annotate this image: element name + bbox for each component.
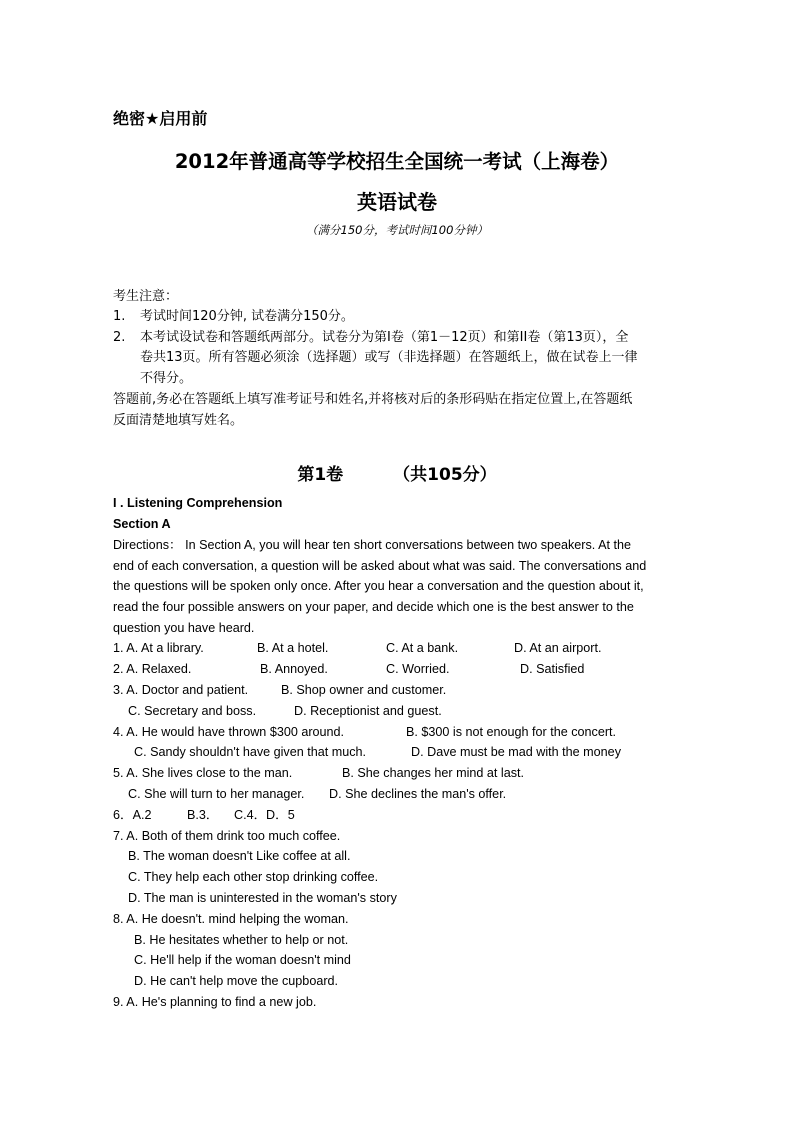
directions-line: end of each conversation, a question will be asked about what was said. The conversations and xyxy=(113,559,647,573)
directions-line: question you have heard. xyxy=(113,621,255,635)
question-3-option-b: B. Shop owner and customer. xyxy=(281,683,447,697)
confidential-label: 绝密★启用前 xyxy=(113,109,208,128)
part-name: 第1卷 xyxy=(297,465,344,485)
notice-item-2-line-2: 卷共13页。所有答题必须涂（选择题）或写（非选择题）在答题纸上，做在试卷上一律 xyxy=(140,350,638,365)
question-6-option-d: D．5 xyxy=(266,808,295,822)
question-4-option-d: D. Dave must be mad with the money xyxy=(411,745,621,759)
question-3-option-a: 3. A. Doctor and patient. xyxy=(113,683,249,697)
section-a-heading: Section A xyxy=(113,517,171,531)
question-1-option-d: D. At an airport. xyxy=(514,641,602,655)
question-2-option-d: D. Satisfied xyxy=(520,662,585,676)
exam-subtitle: 英语试卷 xyxy=(357,190,437,214)
question-4-option-a: 4. A. He would have thrown $300 around. xyxy=(113,725,345,739)
question-7-option-d: D. The man is uninterested in the woman's story xyxy=(128,891,397,905)
notice-heading: 考生注意： xyxy=(113,289,179,304)
question-6-option-c: C.4． xyxy=(234,808,267,822)
notice-item-2-line-1: 本考试设试卷和答题纸两部分。试卷分为第I卷（第1－12页）和第II卷（第13页），全 xyxy=(140,330,629,345)
question-8-option-a: 8. A. He doesn't. mind helping the woman. xyxy=(113,912,349,926)
section-heading: I . Listening Comprehension xyxy=(113,496,283,510)
question-1-option-b: B. At a hotel. xyxy=(257,641,329,655)
question-2-option-b: B. Annoyed. xyxy=(260,662,328,676)
notice-paragraph-line-1: 答题前,务必在答题纸上填写准考证号和姓名,并将核对后的条形码贴在指定位置上,在答题纸 xyxy=(113,392,633,407)
directions-line: read the four possible answers on your paper, and decide which one is the best answer to the xyxy=(113,600,634,614)
notice-paragraph-line-2: 反面清楚地填写姓名。 xyxy=(113,413,244,428)
question-3-option-d: D. Receptionist and guest. xyxy=(294,704,442,718)
question-6-option-b: B.3． xyxy=(187,808,219,822)
directions-line: the questions will be spoken only once. After you hear a conversation and the question about it, xyxy=(113,579,644,593)
question-5-option-d: D. She declines the man's offer. xyxy=(329,787,507,801)
notice-item-number: 2. xyxy=(113,330,126,345)
notice-item-number: 1. xyxy=(113,309,126,324)
question-4-option-c: C. Sandy shouldn't have given that much. xyxy=(134,745,367,759)
question-7-option-c: C. They help each other stop drinking coffee. xyxy=(128,870,379,884)
question-1-option-a: 1. A. At a library. xyxy=(113,641,204,655)
part-heading xyxy=(0,460,794,485)
question-7-option-b: B. The woman doesn't Like coffee at all. xyxy=(128,849,351,863)
question-6-option-a: 6．A.2 xyxy=(113,808,152,822)
question-8-option-b: B. He hesitates whether to help or not. xyxy=(134,933,349,947)
question-1-option-c: C. At a bank. xyxy=(386,641,459,655)
question-3-option-c: C. Secretary and boss. xyxy=(128,704,257,718)
notice-item-2-line-3: 不得分。 xyxy=(140,371,193,386)
question-4-option-b: B. $300 is not enough for the concert. xyxy=(406,725,617,739)
question-8-option-c: C. He'll help if the woman doesn't mind xyxy=(134,953,351,967)
question-5-option-b: B. She changes her mind at last. xyxy=(342,766,525,780)
question-2-option-a: 2. A. Relaxed. xyxy=(113,662,192,676)
part-points: （共105分） xyxy=(393,465,497,485)
notice-item-1: 考试时间120分钟, 试卷满分150分。 xyxy=(140,309,354,324)
question-8-option-d: D. He can't help move the cupboard. xyxy=(134,974,339,988)
directions-line: Directions： In Section A, you will hear ten short conversations between two speakers. At the xyxy=(113,538,632,552)
score-note: （满分150分，考试时间100分钟） xyxy=(306,223,488,237)
question-5-option-c: C. She will turn to her manager. xyxy=(128,787,305,801)
question-7-option-a: 7. A. Both of them drink too much coffee. xyxy=(113,829,341,843)
question-5-option-a: 5. A. She lives close to the man. xyxy=(113,766,293,780)
exam-title: 2012年普通高等学校招生全国统一考试（上海卷） xyxy=(174,150,620,173)
question-9-option-a: 9. A. He's planning to find a new job. xyxy=(113,995,317,1009)
question-2-option-c: C. Worried. xyxy=(386,662,450,676)
